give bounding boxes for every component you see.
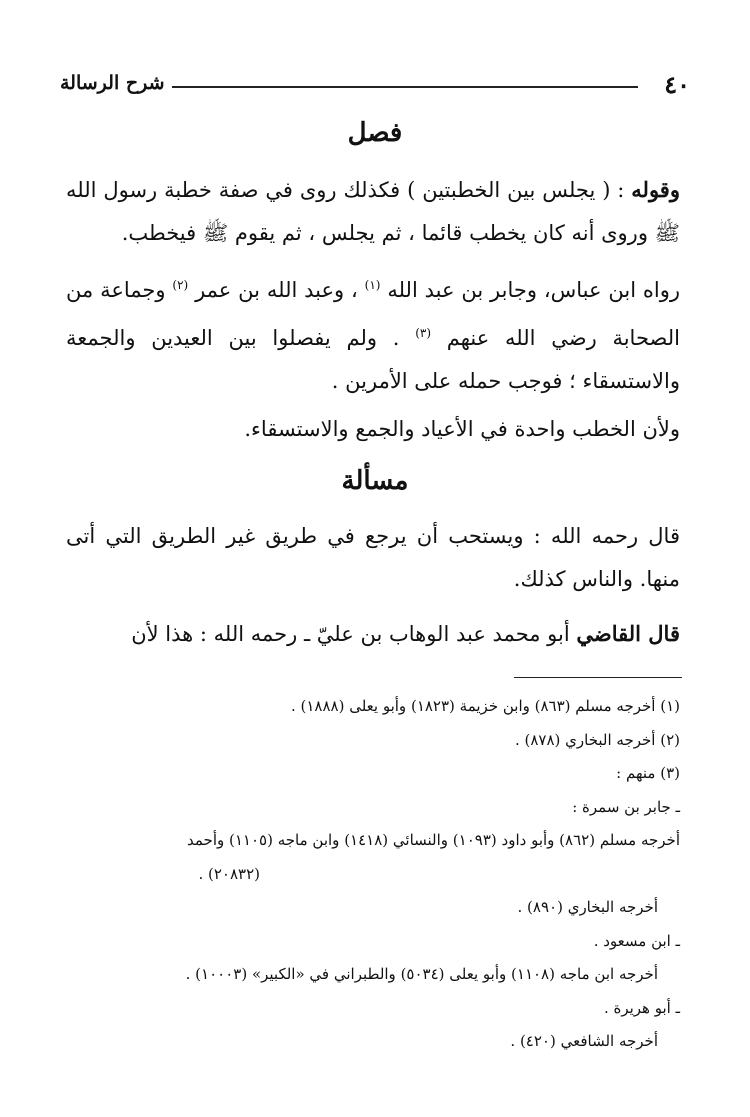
footnote-separator xyxy=(514,677,682,678)
footnote-line: (٢) أخرجه البخاري (٨٧٨) . xyxy=(514,730,680,749)
paragraph-2 xyxy=(66,264,680,403)
footnote-line: أخرجه البخاري (٨٩٠) . xyxy=(517,898,658,916)
footnote-ref-1[interactable]: (١) xyxy=(364,278,381,292)
page-header xyxy=(60,68,690,100)
footnote-line: أخرجه الشافعي (٤٢٠) . xyxy=(510,1032,658,1050)
paragraph-2-part-1: رواه ابن عباس، وجابر بن عبد الله xyxy=(387,278,680,302)
footnote-line: (١) أخرجه مسلم (٨٦٣) وابن خزيمة (١٨٢٣) وأبو يعلى (١٨٨٨) . xyxy=(290,697,680,715)
header-rule xyxy=(172,86,638,88)
paragraph-2-part-4: . ولم يفصلوا بين العيدين والجمعة والاستسقاء ؛ فوجب حمله على الأمرين . xyxy=(66,326,680,393)
footnote-line: (٢٠٨٣٢) . xyxy=(198,864,260,883)
paragraph-5-lead: قال القاضي xyxy=(576,621,680,646)
footnote-line: ـ أبو هريرة . xyxy=(603,998,680,1017)
running-title: شرح الرسالة xyxy=(60,72,165,94)
footnote-line: ـ ابن مسعود . xyxy=(593,931,680,950)
section-heading-fasl: فصل xyxy=(347,118,403,148)
footnote-ref-3[interactable]: (٣) xyxy=(415,326,432,340)
footnote-ref-2[interactable]: (٢) xyxy=(172,278,189,292)
footnotes-list xyxy=(66,690,680,1059)
footnote-line: (٣) منهم : xyxy=(616,764,680,782)
page-number: ٤٠ xyxy=(664,70,690,99)
paragraph-2-part-3: وجماعة من الصحابة رضي الله عنهم xyxy=(66,278,680,350)
paragraph-3: ولأن الخطب واحدة في الأعياد والجمع والاستسقاء. xyxy=(244,417,680,441)
paragraph-1-text: : ( يجلس بين الخطبتين ) فكذلك روى في صفة خطبة رسول الله ﷺ وروى أنه كان يخطب قائما ، ثم يجلس ، ثم يقوم ﷺ فيخطب. xyxy=(66,178,680,245)
paragraph-5-text: أبو محمد عبد الوهاب بن عليّ ـ رحمه الله : هذا لأن xyxy=(131,622,570,646)
paragraph-1 xyxy=(66,168,680,255)
paragraph-1-lead: وقوله xyxy=(631,177,680,202)
paragraph-5 xyxy=(66,612,680,656)
footnote-line: ـ جابر بن سمرة : xyxy=(572,797,680,816)
footnote-line: أخرجه ابن ماجه (١١٠٨) وأبو يعلى (٥٠٣٤) والطبراني في «الكبير» (١٠٠٠٣) . xyxy=(185,965,658,983)
section-heading-masala: مسألة xyxy=(341,466,409,496)
paragraph-2-part-2: ، وعبد الله بن عمر xyxy=(195,278,358,302)
paragraph-4: قال رحمه الله : ويستحب أن يرجع في طريق غير الطريق التي أتى منها. والناس كذلك. xyxy=(66,524,680,591)
footnote-line: أخرجه مسلم (٨٦٢) وأبو داود (١٠٩٣) والنسائي (١٤١٨) وابن ماجه (١١٠٥) وأحمد xyxy=(187,831,680,849)
